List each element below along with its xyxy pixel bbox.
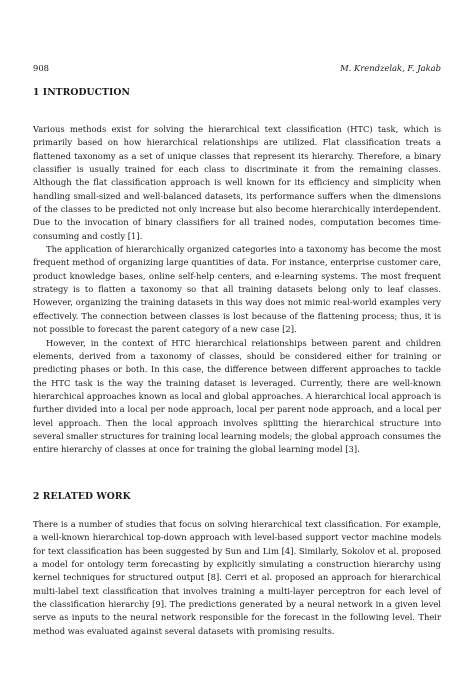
paragraph: However, in the context of HTC hierarchical relationships between parent and children elements, derived from a taxonomy of classes, should be considered either for training or predicting phases or both. In this case, the difference between different approaches to tackle the HTC task is the way the training dataset is leveraged. Currently, there are well-known hierarchical approaches known as local and global approaches. A hierarchical local approach is further divided into a local per node approach, local per parent node approach, and a local per level approach. Then the local approach involves splitting the hierarchical structure into several smaller structures for training local learning models; the global approach consumes the entire hierarchy of classes at once for training the global learning model [3]. bbox=[33, 337, 441, 455]
section-heading-introduction: 1 INTRODUCTION bbox=[33, 87, 130, 98]
running-head-authors: M. Krendzelak, F. Jakab bbox=[340, 63, 441, 73]
paragraph: The application of hierarchically organized categories into a taxonomy has become the most frequent method of organizing large quantities of data. For instance, enterprise customer care, product knowledge bases, online self-help centers, and e-learning systems. The most frequent strategy is to flatten a taxonomy so that all training datasets belong only to leaf classes. However, organizing the training datasets in this way does not mimic real-world examples very effectively. The connection between classes is lost because of the flattening process; thus, it is not possible to forecast the parent category of a new case [2]. bbox=[33, 244, 441, 335]
paragraph: There is a number of studies that focus on solving hierarchical text classification. For example, a well-known hierarchical top-down approach with level-based support vector machine models for text classification has been suggested by Sun and Lim [4]. Similarly, Sokolov et al. proposed a model for ontology term forecasting by explicitly simulating a construction hierarchy using kernel techniques for structured output [8]. Cerri et al. proposed an approach for hierarchical multi-label text classification that involves training a multi-layer perceptron for each level of the classification hierarchy [9]. The predictions generated by a neural network in a given level serve as inputs to the neural network responsible for the forecast in the following level. Their method was evaluated against several datasets with promising results. bbox=[33, 519, 441, 636]
section-body-related-work bbox=[33, 518, 441, 638]
section-body-introduction bbox=[33, 123, 441, 457]
document-page bbox=[33, 0, 441, 686]
page-number: 908 bbox=[33, 63, 49, 73]
section-heading-related-work: 2 RELATED WORK bbox=[33, 491, 131, 502]
paragraph: Various methods exist for solving the hierarchical text classification (HTC) task, which is primarily based on how hierarchical relationships are utilized. Flat classification treats a flattened taxonomy as a set of unique classes that represent its hierarchy. Therefore, a binary classifier is usually trained for each class to discriminate it from the remaining classes. Although the flat classification approach is well known for its efficiency and simplicity when handling small-sized and well-balanced datasets, its performance suffers when the dimensions of the classes to be predicted not only increase but also become hierarchically interdependent. Due to the invocation of binary classifiers for all trained nodes, computation becomes time-consuming and costly [1]. bbox=[33, 124, 441, 241]
